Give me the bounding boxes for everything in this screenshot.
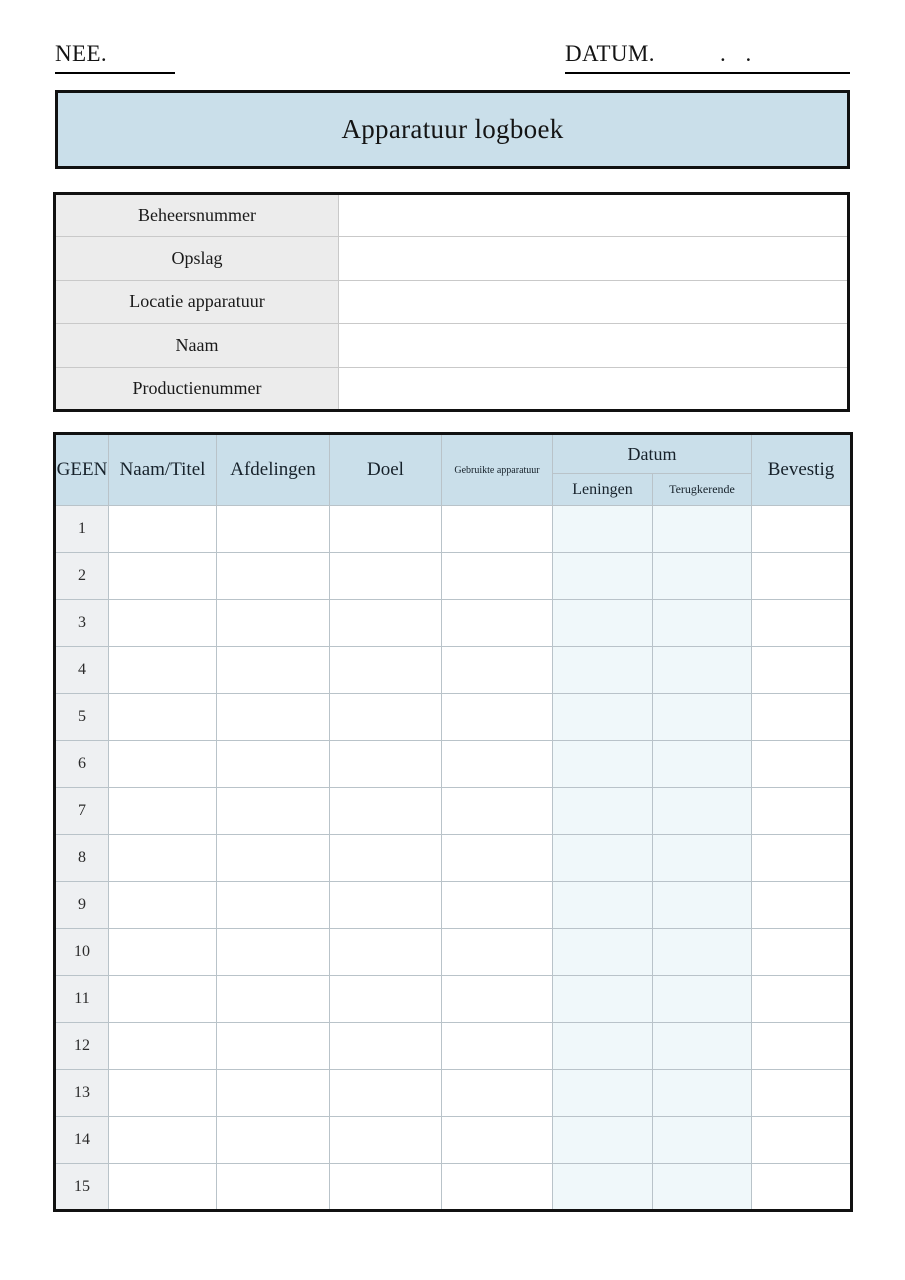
cell-equipment[interactable] [442,835,553,882]
cell-date-return[interactable] [653,553,752,600]
cell-date-loan[interactable] [553,506,653,553]
cell-date-loan[interactable] [553,882,653,929]
cell-name[interactable] [109,929,217,976]
cell-date-loan[interactable] [553,1164,653,1211]
cell-goal[interactable] [330,1164,442,1211]
cell-department[interactable] [217,553,330,600]
cell-equipment[interactable] [442,506,553,553]
cell-equipment[interactable] [442,1070,553,1117]
info-row-productienummer [55,367,849,410]
cell-name[interactable] [109,694,217,741]
info-row-naam [55,324,849,367]
cell-goal[interactable] [330,835,442,882]
info-row-opslag [55,237,849,280]
cell-date-loan[interactable] [553,788,653,835]
row-number: 14 [55,1117,109,1164]
cell-equipment[interactable] [442,553,553,600]
cell-confirm[interactable] [752,1070,852,1117]
info-label-naam: Naam [55,324,339,367]
document-header-fields [55,40,850,80]
cell-goal[interactable] [330,1070,442,1117]
cell-date-loan[interactable] [553,976,653,1023]
cell-goal[interactable] [330,506,442,553]
cell-goal[interactable] [330,600,442,647]
info-label-opslag: Opslag [55,237,339,280]
row-number: 3 [55,600,109,647]
row-number: 10 [55,929,109,976]
cell-name[interactable] [109,1164,217,1211]
cell-department[interactable] [217,835,330,882]
table-row [55,694,852,741]
column-header-confirm: Bevestig [752,434,852,506]
row-number: 9 [55,882,109,929]
cell-goal[interactable] [330,741,442,788]
cell-confirm[interactable] [752,600,852,647]
cell-confirm[interactable] [752,647,852,694]
cell-goal[interactable] [330,1117,442,1164]
cell-date-return[interactable] [653,506,752,553]
cell-date-return[interactable] [653,788,752,835]
table-row [55,788,852,835]
cell-confirm[interactable] [752,1164,852,1211]
cell-date-return[interactable] [653,976,752,1023]
row-number: 8 [55,835,109,882]
cell-confirm[interactable] [752,553,852,600]
cell-name[interactable] [109,788,217,835]
cell-goal[interactable] [330,788,442,835]
info-value-locatie-apparatuur[interactable] [339,280,849,323]
date-separator-dots: . . [720,41,759,66]
column-header-date-return: Terugkerende [653,474,752,506]
column-header-goal: Doel [330,434,442,506]
cell-department[interactable] [217,1023,330,1070]
date-field[interactable] [565,40,850,74]
cell-name[interactable] [109,1117,217,1164]
cell-date-loan[interactable] [553,553,653,600]
cell-department[interactable] [217,976,330,1023]
cell-date-loan[interactable] [553,835,653,882]
cell-name[interactable] [109,741,217,788]
page-title: Apparatuur logboek [341,114,564,144]
cell-equipment[interactable] [442,741,553,788]
cell-date-return[interactable] [653,882,752,929]
cell-department[interactable] [217,882,330,929]
column-header-equipment: Gebruikte apparatuur [442,434,553,506]
cell-date-loan[interactable] [553,1070,653,1117]
cell-date-return[interactable] [653,1164,752,1211]
cell-equipment[interactable] [442,1117,553,1164]
cell-date-loan[interactable] [553,929,653,976]
cell-department[interactable] [217,1164,330,1211]
log-table-body [55,506,852,1211]
cell-date-return[interactable] [653,1023,752,1070]
cell-confirm[interactable] [752,976,852,1023]
cell-confirm[interactable] [752,1023,852,1070]
table-row [55,976,852,1023]
cell-equipment[interactable] [442,882,553,929]
table-row [55,553,852,600]
table-row [55,600,852,647]
column-header-department: Afdelingen [217,434,330,506]
cell-date-return[interactable] [653,929,752,976]
cell-confirm[interactable] [752,741,852,788]
cell-goal[interactable] [330,976,442,1023]
cell-confirm[interactable] [752,882,852,929]
row-number: 15 [55,1164,109,1211]
cell-confirm[interactable] [752,835,852,882]
info-label-beheersnummer: Beheersnummer [55,194,339,237]
cell-date-return[interactable] [653,600,752,647]
cell-date-return[interactable] [653,1117,752,1164]
cell-department[interactable] [217,600,330,647]
table-row [55,1164,852,1211]
info-value-productienummer[interactable] [339,367,849,410]
column-header-name: Naam/Titel [109,434,217,506]
cell-equipment[interactable] [442,976,553,1023]
cell-date-return[interactable] [653,835,752,882]
cell-goal[interactable] [330,647,442,694]
row-number: 4 [55,647,109,694]
cell-equipment[interactable] [442,788,553,835]
row-number: 12 [55,1023,109,1070]
cell-name[interactable] [109,835,217,882]
cell-equipment[interactable] [442,600,553,647]
row-number: 2 [55,553,109,600]
cell-department[interactable] [217,741,330,788]
cell-department[interactable] [217,1117,330,1164]
cell-department[interactable] [217,1070,330,1117]
cell-department[interactable] [217,694,330,741]
cell-department[interactable] [217,929,330,976]
row-number: 7 [55,788,109,835]
cell-equipment[interactable] [442,1023,553,1070]
table-row [55,1117,852,1164]
info-value-beheersnummer[interactable] [339,194,849,237]
column-header-no: GEEN [55,434,109,506]
cell-department[interactable] [217,506,330,553]
log-table-head [55,434,852,506]
info-row-locatie-apparatuur [55,280,849,323]
cell-equipment[interactable] [442,647,553,694]
cell-equipment[interactable] [442,1164,553,1211]
row-number: 13 [55,1070,109,1117]
cell-date-loan[interactable] [553,600,653,647]
cell-confirm[interactable] [752,694,852,741]
cell-date-loan[interactable] [553,694,653,741]
cell-name[interactable] [109,976,217,1023]
cell-date-loan[interactable] [553,1117,653,1164]
equipment-info-table [53,192,850,412]
cell-name[interactable] [109,1070,217,1117]
table-row [55,929,852,976]
cell-confirm[interactable] [752,1117,852,1164]
info-label-productienummer: Productienummer [55,367,339,410]
table-row [55,835,852,882]
column-header-date-group: Datum [553,434,752,474]
cell-name[interactable] [109,647,217,694]
cell-department[interactable] [217,647,330,694]
row-number: 11 [55,976,109,1023]
row-number: 5 [55,694,109,741]
table-row [55,1070,852,1117]
cell-name[interactable] [109,1023,217,1070]
log-header-row-primary [55,434,852,474]
cell-confirm[interactable] [752,929,852,976]
table-row [55,1023,852,1070]
row-number: 6 [55,741,109,788]
info-table-body [55,194,849,411]
cell-date-loan[interactable] [553,647,653,694]
cell-confirm[interactable] [752,788,852,835]
info-label-locatie-apparatuur: Locatie apparatuur [55,280,339,323]
info-value-opslag[interactable] [339,237,849,280]
cell-goal[interactable] [330,929,442,976]
cell-date-loan[interactable] [553,741,653,788]
cell-goal[interactable] [330,882,442,929]
cell-name[interactable] [109,882,217,929]
row-number: 1 [55,506,109,553]
cell-goal[interactable] [330,1023,442,1070]
table-row [55,506,852,553]
cell-equipment[interactable] [442,929,553,976]
cell-date-return[interactable] [653,647,752,694]
number-field[interactable] [55,40,175,74]
equipment-log-table [53,432,853,1212]
info-row-beheersnummer [55,194,849,237]
cell-date-return[interactable] [653,741,752,788]
table-row [55,741,852,788]
cell-date-return[interactable] [653,1070,752,1117]
info-value-naam[interactable] [339,324,849,367]
table-row [55,882,852,929]
table-row [55,647,852,694]
column-header-date-loan: Leningen [553,474,653,506]
title-banner [55,90,850,169]
cell-name[interactable] [109,553,217,600]
date-label: DATUM. [565,41,655,66]
cell-goal[interactable] [330,553,442,600]
cell-goal[interactable] [330,694,442,741]
cell-equipment[interactable] [442,694,553,741]
cell-confirm[interactable] [752,506,852,553]
cell-date-return[interactable] [653,694,752,741]
number-label: NEE. [55,41,108,66]
cell-name[interactable] [109,600,217,647]
cell-department[interactable] [217,788,330,835]
cell-name[interactable] [109,506,217,553]
cell-date-loan[interactable] [553,1023,653,1070]
